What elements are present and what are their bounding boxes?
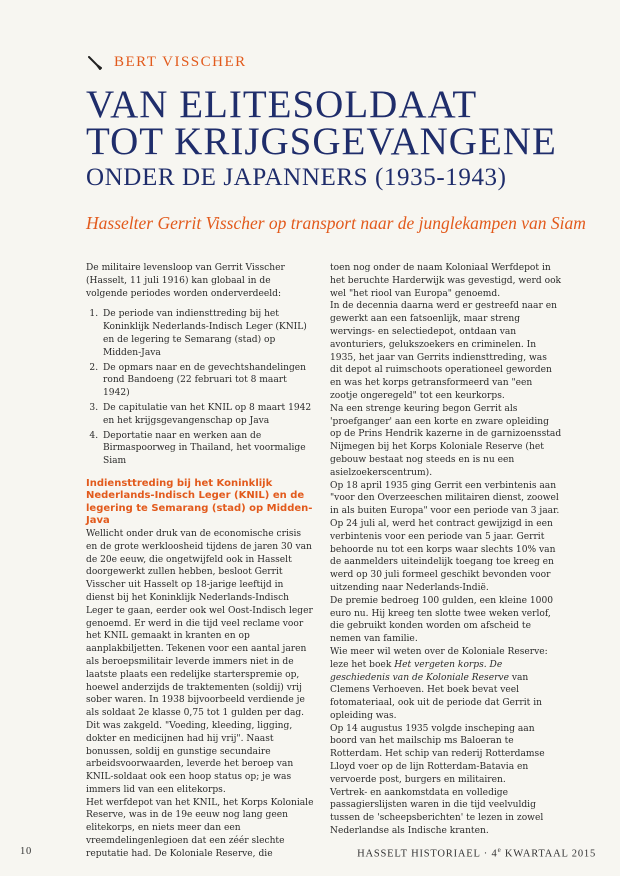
period-list-item: 1. De periode van indiensttreding bij het Koninklijk Nederlands-Indisch Leger (KNIL) en de legering te Semarang (stad) op Midden-Java — [101, 308, 314, 359]
magazine-issue — [357, 846, 596, 860]
title-line-3 — [86, 162, 586, 194]
period-list-item: 3. De capitulatie van het KNIL op 8 maart 1942 en het krijgsgevangenschap op Java — [101, 402, 314, 428]
body-paragraph: Het werfdepot van het KNIL, het Korps Koloniale Reserve, was in de 19e eeuw nog lang geen elitekorps, en niets meer dan een vreemdelingenlegioen dat een zéér slechte reputatie had. De Koloniale Reserve, die — [86, 797, 314, 859]
body-paragraph: In de decennia daarna werd er gestreefd naar en gewerkt aan een fatsoenlijk, maar streng wervings- en selectiedepot, ontdaan van avonturiers, gelukszoekers en criminelen. In 1935, het jaar van Gerrits indiensttreding, was dit depot al ruimschoots operationeel geworden en was het korps getransformeerd van "een zootje ongeregeld" tot een keurkorps. — [330, 301, 557, 401]
issue-label: KWARTAAL 2015 — [504, 848, 596, 860]
author-name: BERT VISSCHER — [114, 54, 247, 70]
period-list — [86, 308, 314, 468]
body-paragraph: Op 14 augustus 1935 volgde inscheping aan boord van het mailschip ms Baloeran te Rotterdam. Het schip van rederij Rotterdamse Lloyd voer op de lijn Rotterdam-Batavia en vervoerde post, burgers en militairen. — [330, 723, 545, 785]
period-list-item: 4. Deportatie naar en werken aan de Birmaspoorweg in Thailand, het voormalige Siam — [101, 430, 314, 468]
page-number: 10 — [20, 846, 33, 857]
title-line-1: VAN ELITESOLDAAT — [86, 83, 478, 126]
book-reference-paragraph — [330, 646, 562, 723]
right-column — [330, 262, 562, 838]
issue-number: 4 — [491, 848, 498, 860]
book-title: Het vergeten korps. De geschiedenis van de Koloniale Reserve — [330, 659, 509, 683]
magazine-name: HASSELT HISTORIAEL — [357, 848, 481, 860]
body-paragraph: Wellicht onder druk van de economische crisis en de grote werkloosheid tijdens de jaren 30 van de 20e eeuw, die ongetwijfeld ook in Hasselt doorgewerkt zullen hebben, besloot Gerrit Visscher uit Hasselt op 18-jarige leeftijd in dienst bij het Koninklijk Nederlands-Indisch Leger te gaan, eerder ook wel Oost-Indisch leger genoemd. Er werd in die tijd veel reclame voor het KNIL gemaakt in kranten en op aanplakbiljetten. Tekenen voor een aantal jaren als beroepsmilitair leverde immers niet in de laatste plaats een redelijke starterspremie op, hoewel anderzijds de traktementen (soldij) vrij sober waren. In 1938 bijvoorbeeld verdiende je als soldaat 2e klasse 0,75 tot 1 gulden per dag. Dit was zakgeld. "Voeding, kleeding, ligging, dokter en medicijnen had hij vrij". Naast bonussen, soldij en gunstige secundaire arbeidsvoorwaarden, leverde het beroep van KNIL-soldaat ook een hoop status op; je was immers lid van een elitekorps. — [86, 528, 313, 795]
book-ref-lead: Wie meer wil weten over de Koloniale Reserve: leze het boek — [330, 646, 548, 670]
left-column — [86, 262, 314, 861]
footer-separator: · — [483, 848, 489, 860]
article-title — [86, 83, 586, 194]
book-ref-tail: van Clemens Verhoeven. Het boek bevat veel fotomateriaal, ook uit de periode dat Gerrit in opleiding was. — [330, 672, 542, 721]
article-subtitle: Hasselter Gerrit Visscher op transport naar de junglekampen van Siam — [86, 213, 586, 233]
author-byline — [88, 54, 247, 71]
title-line-3-text: ONDER DE JAPANNERS — [86, 164, 369, 191]
issue-suffix: e — [497, 846, 502, 854]
section-heading: Indiensttreding bij het Koninklijk Nederlands-Indisch Leger (KNIL) en de legering te Semarang (stad) op Midden-Java — [86, 477, 313, 527]
intro-paragraph: De militaire levensloop van Gerrit Visscher (Hasselt, 11 juli 1916) kan globaal in de volgende periodes worden onderverdeeld: — [86, 263, 285, 299]
body-paragraph: Op 18 april 1935 ging Gerrit een verbintenis aan "voor den Overzeeschen militairen dienst, zoowel in als buiten Europa" voor een periode van 3 jaar. Op 24 juli al, werd het contract gewijzigd in een verbintenis voor een periode van 5 jaar. Gerrit behoorde nu tot een korps waar slechts 10% van de aanmelders uiteindelijk toegang toe kreeg en werd op 30 juli formeel geschikt bevonden voor uitzending naar Nederlands-Indië. — [330, 480, 560, 593]
body-paragraph: Na een strenge keuring begon Gerrit als 'proefganger' aan een korte en zware opleiding op de Prins Hendrik kazerne in de garnizoensstad Nijmegen bij het Korps Koloniale Reserve (het gebouw bestaat nog steeds en is nu een asielzoekerscentrum). — [330, 403, 562, 478]
body-paragraph: De premie bedroeg 100 gulden, een kleine 1000 euro nu. Hij kreeg ten slotte twee weken verlof, die gebruikt konden worden om afscheid te nemen van familie. — [330, 595, 554, 645]
title-years: (1935-1943) — [375, 164, 507, 191]
body-paragraph: toen nog onder de naam Koloniaal Werfdepot in het beruchte Harderwijk was gevestigd, werd ook wel "het riool van Europa" genoemd. — [330, 263, 562, 299]
period-list-item: 2. De opmars naar en de gevechtshandelingen rond Bandoeng (22 februari tot 8 maart 1942) — [101, 362, 314, 400]
pen-nib-icon — [88, 56, 102, 70]
body-paragraph: Vertrek- en aankomstdata en volledige passagierslijsten waren in die tijd veelvuldig tussen de 'scheepsberichten' te lezen in zowel Nederlandse als Indische kranten. — [330, 787, 544, 837]
title-line-2: TOT KRIJGSGEVANGENE — [86, 120, 557, 163]
